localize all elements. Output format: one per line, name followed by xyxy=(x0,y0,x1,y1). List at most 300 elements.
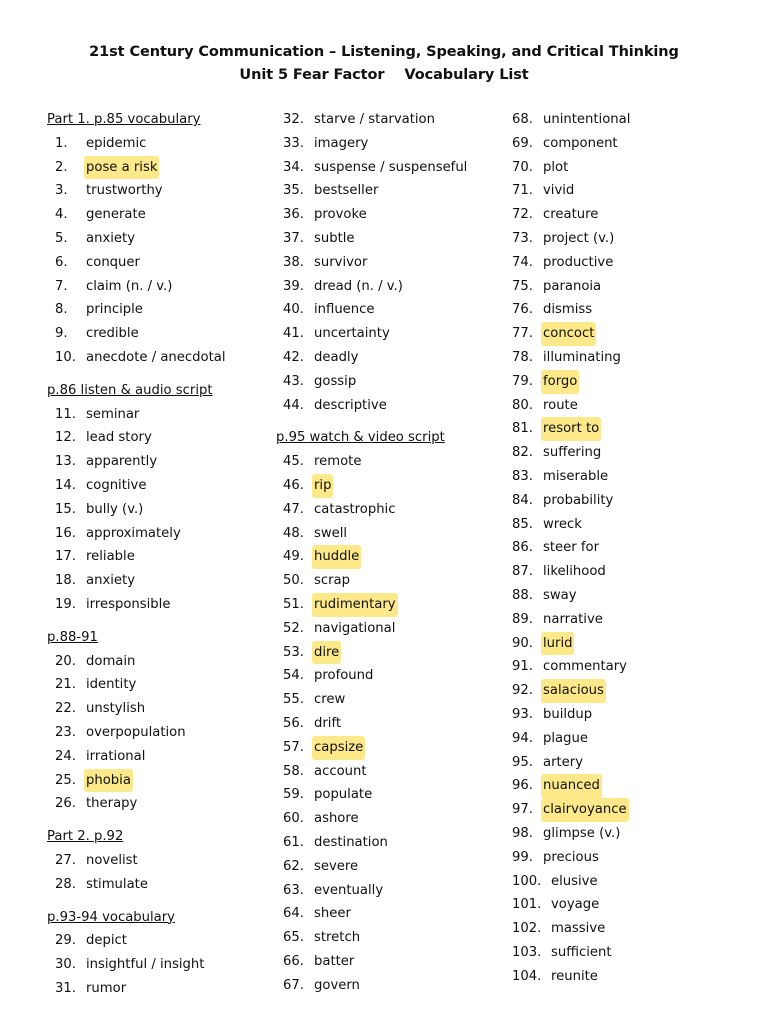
vocab-number: 16. xyxy=(55,525,76,541)
section-heading: p.88-91 xyxy=(47,629,98,645)
vocab-item xyxy=(276,950,469,974)
vocab-word: vivid xyxy=(543,183,575,199)
vocab-number: 8. xyxy=(55,302,68,318)
vocab-word: catastrophic xyxy=(314,501,396,517)
vocab-item xyxy=(276,760,469,784)
vocab-number: 26. xyxy=(55,796,76,812)
vocab-item xyxy=(276,132,469,156)
vocab-word: seminar xyxy=(86,406,140,422)
vocab-item xyxy=(504,108,632,132)
vocab-word: stimulate xyxy=(86,876,148,892)
vocab-number: 55. xyxy=(283,692,304,708)
vocab-number: 11. xyxy=(55,406,76,422)
vocab-word: illuminating xyxy=(543,349,621,365)
vocab-number: 37. xyxy=(283,230,304,246)
vocab-word: wreck xyxy=(543,516,582,532)
vocab-item xyxy=(47,849,228,873)
vocab-word: anxiety xyxy=(86,573,135,589)
vocab-item xyxy=(504,251,632,275)
vocab-word: artery xyxy=(543,754,584,770)
vocab-number: 28. xyxy=(55,876,76,892)
vocab-word: miserable xyxy=(543,468,609,484)
vocab-word: subtle xyxy=(314,230,355,246)
vocab-word: identity xyxy=(86,677,137,693)
vocab-number: 79. xyxy=(512,373,533,389)
vocab-item xyxy=(47,522,228,546)
vocab-number: 68. xyxy=(512,112,533,127)
vocab-number: 58. xyxy=(283,763,304,779)
vocab-number: 34. xyxy=(283,159,304,175)
vocab-word: influence xyxy=(314,302,375,318)
vocab-word: elusive xyxy=(551,873,598,889)
vocab-word: creature xyxy=(543,207,599,223)
vocab-number: 20. xyxy=(55,653,76,669)
vocab-word: depict xyxy=(86,933,127,949)
vocab-item xyxy=(504,870,632,894)
vocab-item xyxy=(504,203,632,227)
vocab-item xyxy=(47,403,228,427)
vocab-item xyxy=(504,941,632,965)
vocab-number: 46. xyxy=(283,477,304,493)
vocab-word: destination xyxy=(314,834,388,850)
vocab-number: 25. xyxy=(55,772,76,788)
vocab-word: scrap xyxy=(314,573,350,589)
vocab-number: 45. xyxy=(283,454,304,470)
vocab-word: paranoia xyxy=(543,278,602,294)
vocab-number: 88. xyxy=(512,587,533,603)
vocab-number: 2. xyxy=(55,159,68,175)
vocab-word: profound xyxy=(314,668,374,684)
vocab-item xyxy=(276,736,469,760)
vocab-number: 78. xyxy=(512,349,533,365)
vocab-word: starve / starvation xyxy=(314,112,435,127)
vocab-number: 62. xyxy=(283,858,304,874)
vocab-word: provoke xyxy=(314,207,367,223)
vocab-word: swell xyxy=(314,525,348,541)
vocab-number: 23. xyxy=(55,724,76,740)
vocab-word: credible xyxy=(86,326,139,342)
vocab-item xyxy=(276,108,469,132)
vocab-word: remote xyxy=(314,454,362,470)
vocab-number: 31. xyxy=(55,980,76,996)
vocab-word: severe xyxy=(314,858,359,874)
vocab-word: claim (n. / v.) xyxy=(86,278,173,294)
vocab-word: irrational xyxy=(86,748,146,764)
vocab-word: sufficient xyxy=(551,944,612,960)
vocab-word: batter xyxy=(314,953,355,969)
vocab-word: suffering xyxy=(543,445,602,461)
vocab-number: 90. xyxy=(512,635,533,651)
vocab-item xyxy=(276,783,469,807)
section-heading: p.93-94 vocabulary xyxy=(47,909,175,925)
vocab-word: narrative xyxy=(543,611,603,627)
vocab-number: 95. xyxy=(512,754,533,770)
vocab-word-highlighted: rudimentary xyxy=(312,593,398,617)
vocab-number: 60. xyxy=(283,811,304,827)
vocab-item xyxy=(504,322,632,346)
vocab-item xyxy=(504,751,632,775)
vocab-item xyxy=(504,703,632,727)
vocab-item xyxy=(504,298,632,322)
vocab-item xyxy=(504,370,632,394)
vocab-item xyxy=(276,346,469,370)
vocab-word: overpopulation xyxy=(86,724,186,740)
vocab-item xyxy=(504,417,632,441)
vocab-item xyxy=(276,394,469,418)
vocab-word: unstylish xyxy=(86,701,146,717)
vocab-word: bully (v.) xyxy=(86,501,144,517)
vocab-item xyxy=(47,792,228,816)
vocab-number: 40. xyxy=(283,302,304,318)
vocab-number: 85. xyxy=(512,516,533,532)
vocab-word-highlighted: salacious xyxy=(541,679,606,703)
vocab-word: anxiety xyxy=(86,230,135,246)
vocab-item xyxy=(276,879,469,903)
vocab-item xyxy=(504,132,632,156)
vocab-word: domain xyxy=(86,653,136,669)
vocab-item xyxy=(504,632,632,656)
vocab-number: 64. xyxy=(283,906,304,922)
vocab-number: 69. xyxy=(512,135,533,151)
vocab-number: 71. xyxy=(512,183,533,199)
vocab-word-highlighted: phobia xyxy=(84,769,133,793)
vocab-number: 32. xyxy=(283,112,304,127)
vocab-item xyxy=(504,679,632,703)
vocab-word: steer for xyxy=(543,540,600,556)
vocab-word: rumor xyxy=(86,980,127,996)
vocab-number: 30. xyxy=(55,957,76,973)
vocab-word: plague xyxy=(543,730,588,746)
vocab-item xyxy=(276,688,469,712)
vocab-item xyxy=(276,322,469,346)
vocab-word: populate xyxy=(314,787,373,803)
vocab-number: 15. xyxy=(55,501,76,517)
vocab-number: 29. xyxy=(55,933,76,949)
vocab-word: imagery xyxy=(314,135,369,151)
vocab-item xyxy=(47,873,228,897)
vocab-word: irresponsible xyxy=(86,596,171,612)
vocab-number: 4. xyxy=(55,207,68,223)
vocab-number: 102. xyxy=(512,921,542,937)
vocab-item xyxy=(47,156,228,180)
vocab-number: 93. xyxy=(512,706,533,722)
vocab-word: epidemic xyxy=(86,135,147,151)
vocab-number: 19. xyxy=(55,596,76,612)
list-title: Vocabulary List xyxy=(404,67,529,83)
vocab-word-highlighted: resort to xyxy=(541,417,601,441)
document-title: 21st Century Communication – Listening, Speaking, and Critical Thinking xyxy=(89,44,679,60)
vocab-word: route xyxy=(543,397,578,413)
vocab-number: 5. xyxy=(55,230,68,246)
vocab-word: sheer xyxy=(314,906,351,922)
vocab-number: 83. xyxy=(512,468,533,484)
vocab-word: productive xyxy=(543,254,614,270)
vocab-number: 43. xyxy=(283,373,304,389)
vocab-number: 70. xyxy=(512,159,533,175)
vocab-item xyxy=(47,298,228,322)
vocab-item xyxy=(47,498,228,522)
vocab-item xyxy=(47,745,228,769)
vocab-number: 42. xyxy=(283,349,304,365)
vocab-number: 61. xyxy=(283,834,304,850)
vocab-item xyxy=(276,617,469,641)
vocab-number: 33. xyxy=(283,135,304,151)
vocab-item xyxy=(276,251,469,275)
vocab-number: 73. xyxy=(512,230,533,246)
vocab-number: 97. xyxy=(512,802,533,818)
vocab-number: 65. xyxy=(283,930,304,946)
vocab-item xyxy=(276,156,469,180)
vocab-number: 35. xyxy=(283,183,304,199)
vocab-word-highlighted: nuanced xyxy=(541,774,602,798)
vocab-word-highlighted: lurid xyxy=(541,632,574,656)
vocab-item xyxy=(47,227,228,251)
vocab-number: 36. xyxy=(283,207,304,223)
vocab-word-highlighted: huddle xyxy=(312,545,361,569)
vocab-number: 82. xyxy=(512,445,533,461)
vocab-item xyxy=(47,450,228,474)
vocab-word: suspense / suspenseful xyxy=(314,159,468,175)
vocab-item xyxy=(47,569,228,593)
vocab-number: 48. xyxy=(283,525,304,541)
vocab-word: gossip xyxy=(314,373,357,389)
vocab-item xyxy=(504,275,632,299)
vocab-word: uncertainty xyxy=(314,326,390,342)
vocab-number: 86. xyxy=(512,540,533,556)
vocab-item xyxy=(276,450,469,474)
vocab-item xyxy=(504,917,632,941)
vocab-item xyxy=(504,822,632,846)
vocab-word: principle xyxy=(86,302,143,318)
vocab-word: unintentional xyxy=(543,112,631,127)
vocab-word-highlighted: rip xyxy=(312,474,333,498)
vocab-word: component xyxy=(543,135,618,151)
vocab-number: 13. xyxy=(55,454,76,470)
vocab-word: cognitive xyxy=(86,477,147,493)
vocab-word: deadly xyxy=(314,349,359,365)
vocab-word: dread (n. / v.) xyxy=(314,278,403,294)
vocab-number: 104. xyxy=(512,968,542,984)
vocab-number: 76. xyxy=(512,302,533,318)
vocab-number: 101. xyxy=(512,897,542,913)
vocab-item xyxy=(47,650,228,674)
vocab-number: 53. xyxy=(283,644,304,660)
vocab-word: trustworthy xyxy=(86,183,163,199)
vocab-word: apparently xyxy=(86,454,158,470)
vocab-word: dismiss xyxy=(543,302,593,318)
vocab-number: 18. xyxy=(55,573,76,589)
vocab-number: 81. xyxy=(512,421,533,437)
vocab-item xyxy=(504,965,632,989)
vocab-word: probability xyxy=(543,492,614,508)
vocab-number: 56. xyxy=(283,715,304,731)
vocab-number: 51. xyxy=(283,596,304,612)
vocab-number: 12. xyxy=(55,430,76,446)
vocab-word: glimpse (v.) xyxy=(543,825,621,841)
vocab-item xyxy=(276,545,469,569)
vocab-item xyxy=(504,774,632,798)
vocab-number: 14. xyxy=(55,477,76,493)
vocab-item xyxy=(47,474,228,498)
vocab-item xyxy=(276,974,469,998)
vocab-word: voyage xyxy=(551,897,600,913)
vocab-number: 41. xyxy=(283,326,304,342)
vocab-word-highlighted: concoct xyxy=(541,322,596,346)
vocab-number: 21. xyxy=(55,677,76,693)
vocab-word: reliable xyxy=(86,549,135,565)
vocab-word-highlighted: dire xyxy=(312,641,341,665)
vocab-number: 59. xyxy=(283,787,304,803)
document-subtitle xyxy=(0,67,768,83)
vocab-number: 63. xyxy=(283,882,304,898)
vocab-item xyxy=(504,179,632,203)
vocab-number: 89. xyxy=(512,611,533,627)
vocab-item xyxy=(504,441,632,465)
vocab-number: 75. xyxy=(512,278,533,294)
vocab-number: 72. xyxy=(512,207,533,223)
vocab-number: 6. xyxy=(55,254,68,270)
vocab-number: 94. xyxy=(512,730,533,746)
vocab-word: survivor xyxy=(314,254,368,270)
vocab-number: 49. xyxy=(283,549,304,565)
vocab-item xyxy=(47,346,228,370)
vocab-number: 57. xyxy=(283,739,304,755)
vocab-word: therapy xyxy=(86,796,138,812)
vocab-word: bestseller xyxy=(314,183,379,199)
vocab-item xyxy=(47,697,228,721)
vocab-item xyxy=(276,855,469,879)
vocab-item xyxy=(504,893,632,917)
vocab-number: 100. xyxy=(512,873,542,889)
vocab-number: 91. xyxy=(512,659,533,675)
vocab-word: sway xyxy=(543,587,577,603)
vocab-word: likelihood xyxy=(543,564,606,580)
vocab-word: project (v.) xyxy=(543,230,615,246)
vocab-item xyxy=(47,322,228,346)
vocab-word: conquer xyxy=(86,254,140,270)
vocab-number: 54. xyxy=(283,668,304,684)
vocab-word-highlighted: pose a risk xyxy=(84,156,159,180)
vocab-number: 38. xyxy=(283,254,304,270)
vocab-item xyxy=(47,673,228,697)
vocab-word: approximately xyxy=(86,525,181,541)
vocab-item xyxy=(47,275,228,299)
vocab-word: account xyxy=(314,763,367,779)
vocab-item xyxy=(47,593,228,617)
vocab-number: 47. xyxy=(283,501,304,517)
vocab-item xyxy=(276,664,469,688)
vocab-word: novelist xyxy=(86,852,138,868)
vocab-word: crew xyxy=(314,692,346,708)
vocab-word: anecdote / anecdotal xyxy=(86,349,226,365)
vocab-number: 27. xyxy=(55,852,76,868)
vocab-item xyxy=(47,721,228,745)
vocab-item xyxy=(504,346,632,370)
vocab-word-highlighted: capsize xyxy=(312,736,365,760)
vocab-number: 96. xyxy=(512,778,533,794)
vocab-word: govern xyxy=(314,977,360,993)
vocab-item xyxy=(276,370,469,394)
vocab-word: plot xyxy=(543,159,569,175)
unit-title: Unit 5 Fear Factor xyxy=(239,67,385,83)
section-heading: p.95 watch & video script xyxy=(276,430,445,446)
vocab-number: 99. xyxy=(512,849,533,865)
vocab-item xyxy=(47,179,228,203)
vocab-number: 22. xyxy=(55,701,76,717)
vocab-item xyxy=(504,846,632,870)
vocab-item xyxy=(276,179,469,203)
vocab-item xyxy=(276,641,469,665)
vocab-number: 92. xyxy=(512,683,533,699)
vocab-column-3 xyxy=(504,108,632,988)
vocab-item xyxy=(504,727,632,751)
vocab-word: precious xyxy=(543,849,599,865)
vocab-word: lead story xyxy=(86,430,152,446)
vocab-word: buildup xyxy=(543,706,593,722)
vocab-number: 3. xyxy=(55,183,68,199)
vocab-item xyxy=(504,798,632,822)
vocab-item xyxy=(276,203,469,227)
vocab-item xyxy=(276,522,469,546)
vocab-number: 17. xyxy=(55,549,76,565)
vocab-item xyxy=(276,569,469,593)
vocab-item xyxy=(276,298,469,322)
vocab-number: 103. xyxy=(512,944,542,960)
section-heading: p.86 listen & audio script xyxy=(47,382,213,398)
vocab-number: 24. xyxy=(55,748,76,764)
vocab-item xyxy=(504,465,632,489)
vocab-item xyxy=(276,807,469,831)
vocab-number: 1. xyxy=(55,135,68,151)
vocab-item xyxy=(276,593,469,617)
vocab-word-highlighted: clairvoyance xyxy=(541,798,629,822)
vocab-item xyxy=(47,132,228,156)
vocab-item xyxy=(276,498,469,522)
vocab-word: stretch xyxy=(314,930,361,946)
vocab-item xyxy=(504,655,632,679)
section-heading: Part 2. p.92 xyxy=(47,829,124,845)
vocab-item xyxy=(47,769,228,793)
vocab-word: reunite xyxy=(551,968,598,984)
vocab-item xyxy=(504,608,632,632)
vocab-word: drift xyxy=(314,715,342,731)
vocab-item xyxy=(47,426,228,450)
vocab-number: 98. xyxy=(512,825,533,841)
vocab-item xyxy=(276,902,469,926)
vocab-item xyxy=(504,536,632,560)
vocab-item xyxy=(504,156,632,180)
vocab-column-2 xyxy=(276,108,469,997)
vocab-item xyxy=(47,251,228,275)
vocab-word: navigational xyxy=(314,620,396,636)
vocab-item xyxy=(504,489,632,513)
vocab-item xyxy=(276,712,469,736)
vocab-number: 39. xyxy=(283,278,304,294)
vocab-item xyxy=(504,394,632,418)
vocab-item xyxy=(47,929,228,953)
vocab-item xyxy=(504,584,632,608)
vocab-item xyxy=(504,560,632,584)
vocab-item xyxy=(47,203,228,227)
vocab-item xyxy=(47,545,228,569)
vocab-number: 80. xyxy=(512,397,533,413)
vocab-word: eventually xyxy=(314,882,384,898)
vocab-number: 77. xyxy=(512,326,533,342)
vocab-number: 74. xyxy=(512,254,533,270)
vocab-item xyxy=(504,227,632,251)
vocab-word-highlighted: forgo xyxy=(541,370,579,394)
vocab-number: 50. xyxy=(283,573,304,589)
